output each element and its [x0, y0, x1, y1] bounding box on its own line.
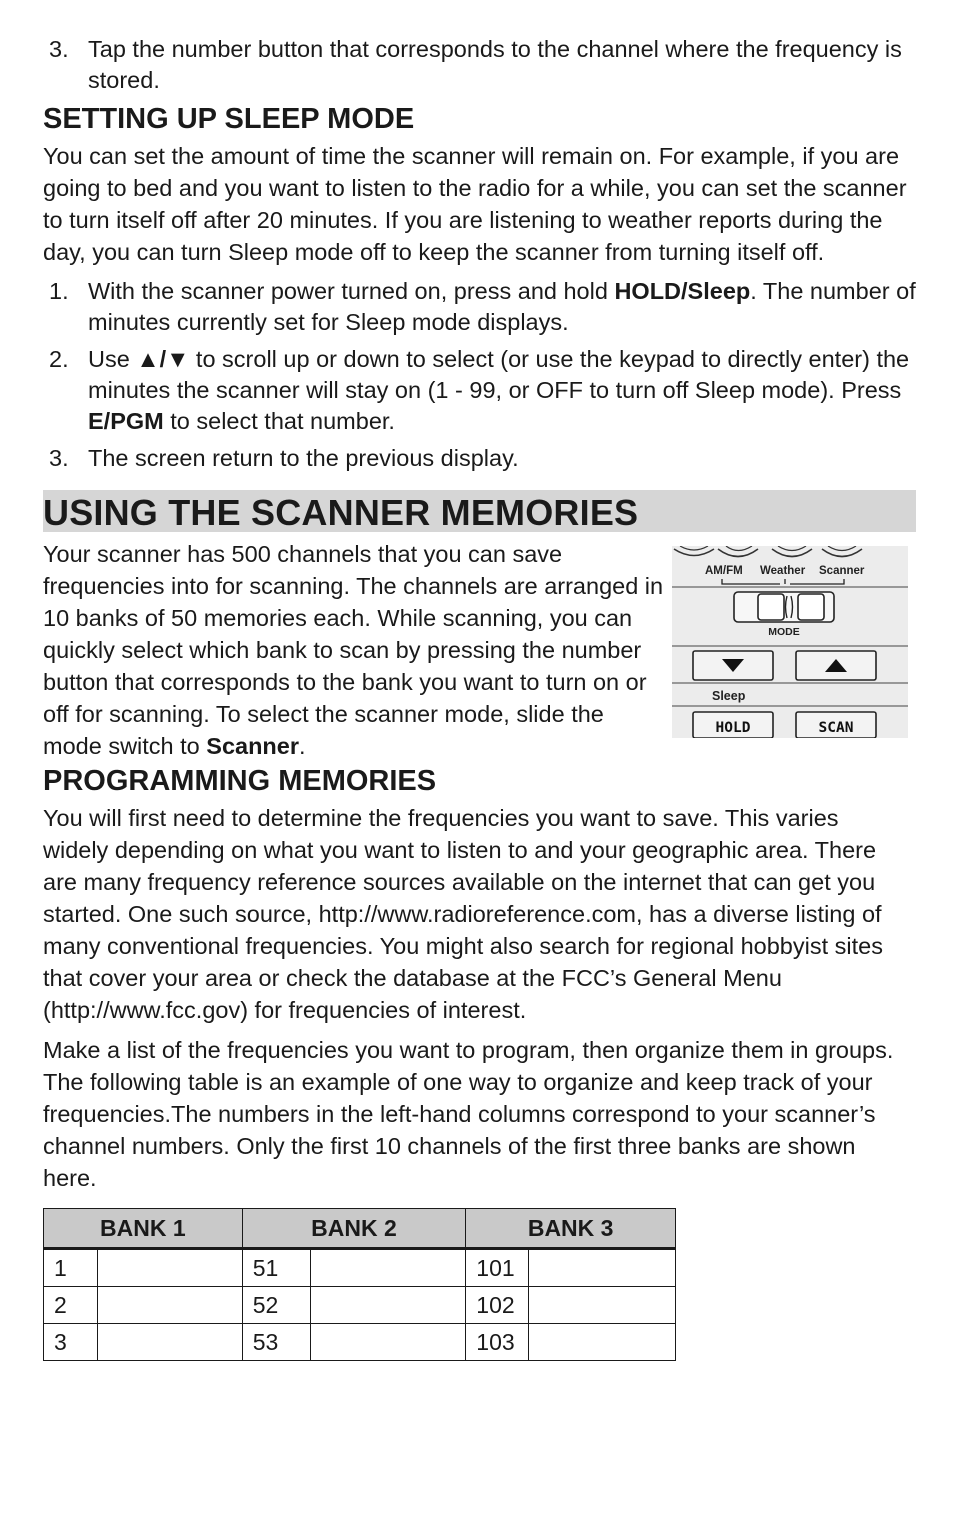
frequency-cell [529, 1324, 676, 1361]
list-item [43, 34, 916, 96]
mode-label-scanner: Scanner [819, 565, 865, 577]
table-header-row [44, 1209, 676, 1249]
channel-number: 1 [44, 1249, 98, 1287]
channel-number: 51 [242, 1249, 310, 1287]
frequency-cell [529, 1249, 676, 1287]
scanner-mode-word: Scanner [206, 733, 300, 759]
sleep-steps [43, 276, 916, 474]
frequency-cell [529, 1287, 676, 1324]
bank-1-header: BANK 1 [44, 1209, 243, 1249]
table-row [44, 1324, 676, 1361]
list-item: 3. The screen return to the previous display. [43, 443, 916, 474]
list-item: 2. Use ▲/▼ to scroll up or down to select (or use the keypad to directly enter) the minutes the scanner will stay on (1 - 99, or OFF to turn off Sleep mode). Press E/PGM to select that number. [49, 346, 910, 434]
previous-steps [43, 34, 916, 96]
frequency-cell [97, 1249, 242, 1287]
channel-number: 2 [44, 1287, 98, 1324]
frequency-cell [310, 1287, 466, 1324]
hold-sleep-key: HOLD/Sleep [614, 278, 751, 304]
programming-para-2: Make a list of the frequencies you want to program, then organize them in groups. The following table is an example of one way to organize and keep track of your frequencies.The numbers in the left-hand columns correspond to your scanner’s channel numbers. Only the first 10 channels of the first three banks are shown here. [43, 1037, 894, 1191]
hold-label: HOLD [715, 720, 751, 736]
sleep-intro: You can set the amount of time the scanner will remain on. For example, if you are going to bed and you want to listen to the radio for a while, you can set the scanner to turn itself off after 20 minutes. If you are listening to weather reports during the day, you can turn Sleep mode off to keep the scanner from turning itself off. [43, 143, 907, 265]
channel-number: 53 [242, 1324, 310, 1361]
bank-table [43, 1208, 676, 1361]
mode-label-amfm: AM/FM [705, 565, 743, 577]
section-banner: USING THE SCANNER MEMORIES [43, 490, 916, 532]
table-row [44, 1287, 676, 1324]
bank-2-header: BANK 2 [242, 1209, 466, 1249]
scanner-controls-illustration [672, 546, 908, 738]
step-text: Tap the number button that corresponds to the channel where the frequency is stored. [88, 36, 902, 93]
epgm-key: E/PGM [88, 408, 164, 434]
channel-number: 52 [242, 1287, 310, 1324]
channel-number: 101 [466, 1249, 529, 1287]
mode-caption: MODE [768, 626, 800, 638]
step-number: 3. [49, 445, 69, 471]
table-row [44, 1249, 676, 1287]
switch-slider-right [798, 594, 824, 620]
step-number: 3. [49, 36, 69, 62]
scan-label: SCAN [818, 720, 854, 736]
programming-para-1: You will first need to determine the frequencies you want to save. This varies widely depending on what you want to listen to and your geographic area. There are many frequency reference sources available on the internet that can get you started. One such source, http://www.radioreference.com, has a diverse listing of many conventional frequencies. You might also search for regional hobbyist sites that cover your area or check the database at the FCC’s General Menu (http://www.fcc.gov) for frequencies of interest. [43, 805, 883, 1023]
memories-intro: Your scanner has 500 channels that you can save frequencies into for scanning. The channels are arranged in 10 banks of 50 memories each. While scanning, you can quickly select which bank to scan by pressing the number button that corresponds to the bank you want to turn on or off for scanning. To select the scanner mode, slide the mode switch to Scanner. [43, 541, 664, 759]
step-number: 1. [49, 278, 69, 304]
memories-intro-row [43, 538, 916, 760]
frequency-cell [310, 1249, 466, 1287]
mode-label-weather: Weather [760, 565, 806, 577]
sleep-heading: SETTING UP SLEEP MODE [43, 103, 415, 135]
channel-number: 102 [466, 1287, 529, 1324]
sleep-label: Sleep [712, 689, 746, 703]
frequency-cell [97, 1287, 242, 1324]
list-item: 1. With the scanner power turned on, press and hold HOLD/Sleep. The number of minutes currently set for Sleep mode displays. [49, 278, 916, 335]
switch-slider [758, 594, 784, 620]
step-number: 2. [49, 346, 69, 372]
arrow-keys: ▲/▼ [136, 346, 190, 372]
frequency-cell [310, 1324, 466, 1361]
bank-3-header: BANK 3 [466, 1209, 676, 1249]
channel-number: 103 [466, 1324, 529, 1361]
manual-page [43, 34, 916, 1361]
programming-heading: PROGRAMMING MEMORIES [43, 765, 437, 797]
channel-number: 3 [44, 1324, 98, 1361]
frequency-cell [97, 1324, 242, 1361]
